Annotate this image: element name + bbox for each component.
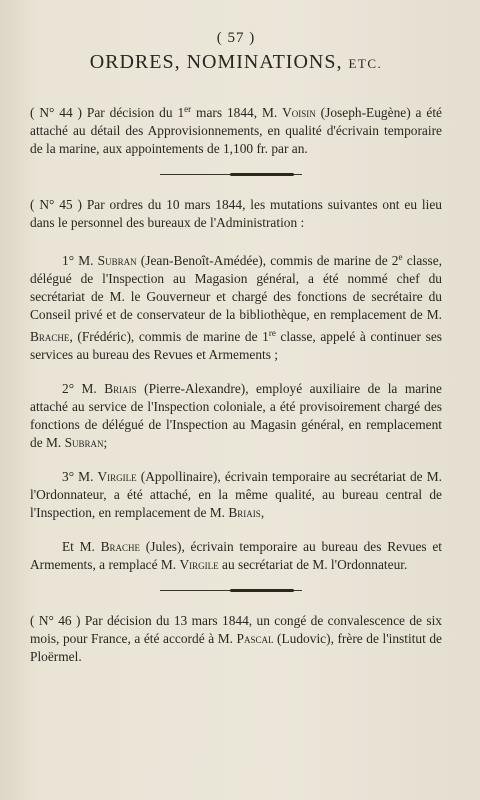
section-divider — [30, 584, 442, 598]
article-45-item-1: 1° M. Subran (Jean-Benoît-Amédée), commis de marine de 2e classe, délégué de l'Inspection au Magasion général, a été nommé chef du secrétariat de M. le Gouverneur et chargé des fonctions de secrétaire du Conseil privé et de conservateur de la bibliothèque, en remplacement de M. Brache, (Frédéric), commis de marine de 1re classe, appelé à continuer ses services au bureau des Revues et Armements ; — [30, 252, 443, 362]
article-45-item-2: 2° M. Briais (Pierre-Alexandre), employé auxiliaire de la marine attaché au service de l'Inspection coloniale, a été provisoirement chargé des fonctions de délégué de l'Inspection au Magasin général, en remplacement de M. Subran; — [30, 381, 443, 450]
article-46-paragraph: ( N° 46 ) Par décision du 13 mars 1844, un congé de convalescence de six mois, pour France, a été accordé à M. Pascal (Ludovic), frère de l'institut de Ploërmel. — [30, 613, 442, 664]
article-number: ( N° 46 ) — [30, 613, 81, 628]
article-number: ( N° 45 ) — [30, 197, 82, 212]
person-name: Briais — [104, 381, 137, 396]
person-name: Brache — [30, 329, 70, 344]
article-44 — [30, 100, 442, 158]
person-name: Voisin — [282, 105, 316, 120]
person-name: Virgile — [179, 557, 219, 572]
article-number: ( N° 44 ) — [30, 105, 83, 120]
article-45-item-4: Et M. Brache (Jules), écrivain temporaire au bureau des Revues et Armements, a remplacé M. Virgile au secrétariat de M. l'Ordonnateur. — [30, 539, 442, 572]
person-name: Brache — [100, 539, 141, 554]
section-divider — [30, 168, 442, 182]
person-name: Pascal — [236, 631, 274, 646]
article-44-paragraph: ( N° 44 ) Par décision du 1er mars 1844, M. Voisin (Joseph-Eugène) a été attaché au détail des Approvisionnements, en qualité d'écrivain temporaire de la marine, aux appointements de 1,100 fr. par an. — [30, 104, 442, 156]
person-name: Subran — [97, 253, 137, 268]
article-46 — [30, 612, 442, 666]
page-number: ( 57 ) — [216, 30, 256, 46]
article-45-item-3: 3° M. Virgile (Appollinaire), écrivain temporaire au secrétariat de M. l'Ordonnateur, a été attaché, en la même qualité, au bureau central de l'Inspection, en remplacement de M. Briais, — [30, 469, 442, 520]
heading-etc: ETC. — [348, 56, 383, 71]
heading-title: ORDRES, NOMINATIONS, — [89, 51, 343, 73]
person-name: Subran — [64, 435, 104, 450]
person-name: Briais — [228, 505, 261, 520]
article-45-intro: ( N° 45 ) Par ordres du 10 mars 1844, les mutations suivantes ont eu lieu dans le personnel des bureaux de l'Administration : — [30, 197, 442, 230]
article-45 — [30, 196, 442, 574]
page-heading — [30, 51, 442, 74]
person-name: Virgile — [97, 469, 137, 484]
